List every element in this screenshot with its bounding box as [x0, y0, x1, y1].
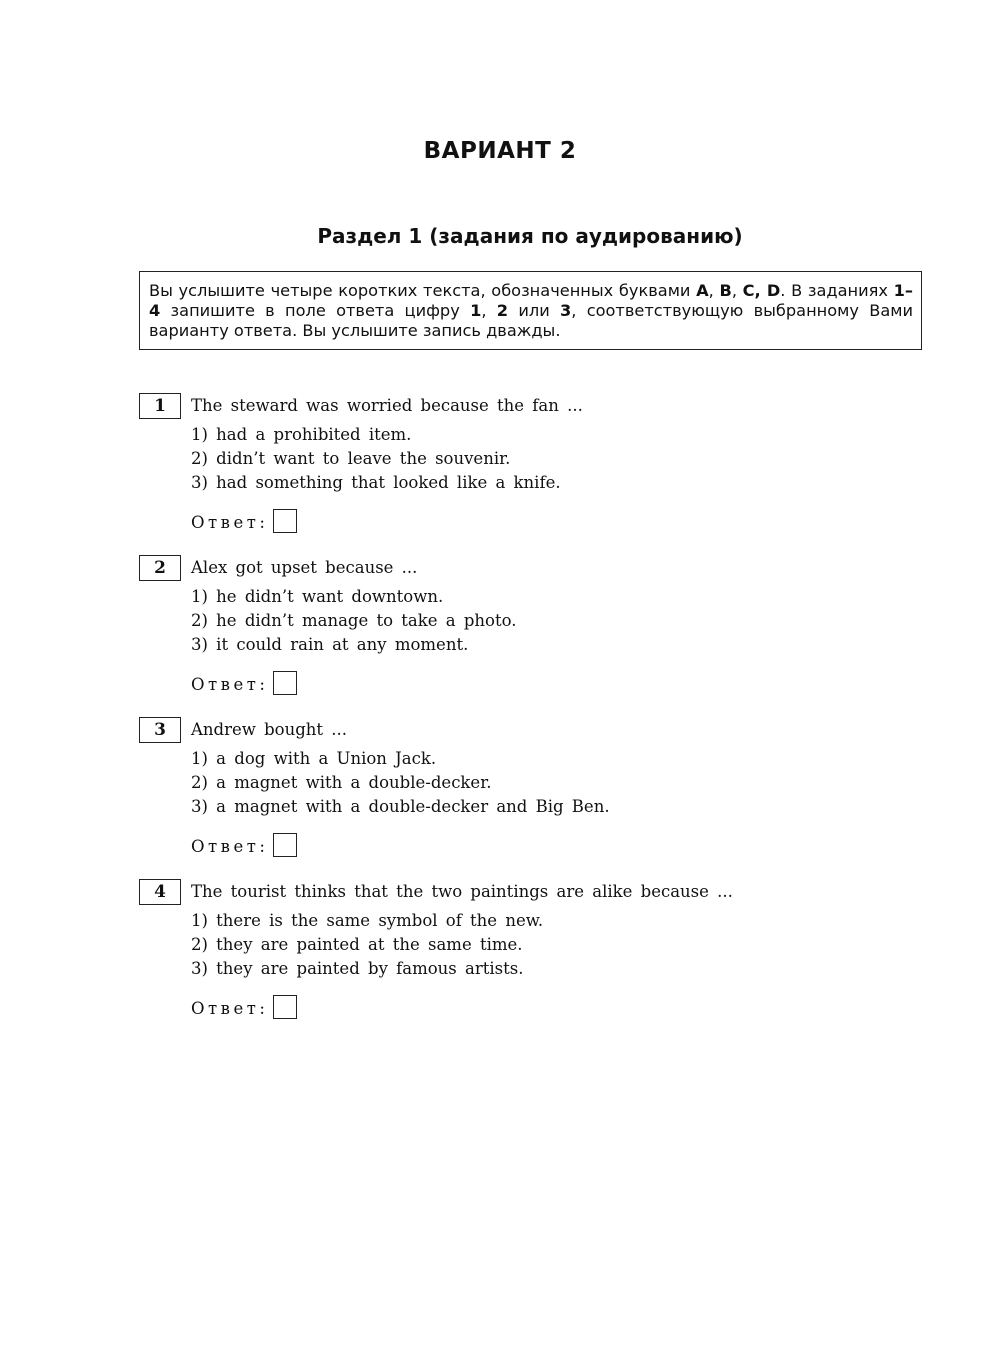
- instruction-text: . В заданиях: [780, 281, 894, 300]
- question-stem: Andrew bought ...: [191, 720, 348, 739]
- instruction-bold: 1: [470, 301, 482, 320]
- answer-option-3: 3) had something that looked like a knife.: [191, 473, 561, 492]
- answer-label: Ответ:: [191, 513, 269, 532]
- question-stem: The tourist thinks that the two paintings are alike because ...: [191, 882, 733, 901]
- instruction-bold: C, D: [742, 281, 781, 300]
- question-number: 1: [139, 393, 181, 419]
- answer-box[interactable]: [273, 671, 297, 695]
- answer-option-3: 3) a magnet with a double-decker and Big Ben.: [191, 797, 610, 816]
- instruction-text: ,: [708, 281, 720, 300]
- variant-title: ВАРИАНТ 2: [423, 138, 577, 164]
- question-number: 2: [139, 555, 181, 581]
- instruction-bold: 2: [496, 301, 509, 320]
- instruction-bold: B: [719, 281, 732, 300]
- answer-box[interactable]: [273, 509, 297, 533]
- answer-label: Ответ:: [191, 837, 269, 856]
- instruction-text: Вы услышите четыре коротких текста, обозначенных буквами: [149, 281, 697, 300]
- instruction-text: , соответствующую выбранному Вами варианту ответа. Вы услышите запись дважды.: [149, 301, 913, 340]
- instruction-bold: A: [696, 281, 709, 300]
- instruction-box: [139, 271, 922, 350]
- answer-option-1: 1) a dog with a Union Jack.: [191, 749, 437, 768]
- answer-option-3: 3) they are painted by famous artists.: [191, 959, 524, 978]
- question-stem: Alex got upset because ...: [191, 558, 418, 577]
- instruction-text: ,: [731, 281, 743, 300]
- answer-option-2: 2) they are painted at the same time.: [191, 935, 523, 954]
- answer-label: Ответ:: [191, 675, 269, 694]
- answer-option-1: 1) had a prohibited item.: [191, 425, 412, 444]
- instruction-text: запишите в поле ответа цифру: [160, 301, 471, 320]
- instruction-bold: 1–4: [149, 281, 913, 320]
- instruction-text: или: [508, 301, 561, 320]
- answer-option-2: 2) a magnet with a double-decker.: [191, 773, 492, 792]
- question-number: 4: [139, 879, 181, 905]
- section-title: Раздел 1 (задания по аудированию): [317, 224, 743, 248]
- answer-box[interactable]: [273, 995, 297, 1019]
- answer-option-1: 1) he didn’t want downtown.: [191, 587, 444, 606]
- answer-option-2: 2) didn’t want to leave the souvenir.: [191, 449, 511, 468]
- instruction-text: ,: [481, 301, 497, 320]
- answer-option-2: 2) he didn’t manage to take a photo.: [191, 611, 517, 630]
- answer-box[interactable]: [273, 833, 297, 857]
- answer-label: Ответ:: [191, 999, 269, 1018]
- answer-option-1: 1) there is the same symbol of the new.: [191, 911, 544, 930]
- question-stem: The steward was worried because the fan ...: [191, 396, 583, 415]
- question-number: 3: [139, 717, 181, 743]
- instruction-bold: 3: [560, 301, 572, 320]
- answer-option-3: 3) it could rain at any moment.: [191, 635, 469, 654]
